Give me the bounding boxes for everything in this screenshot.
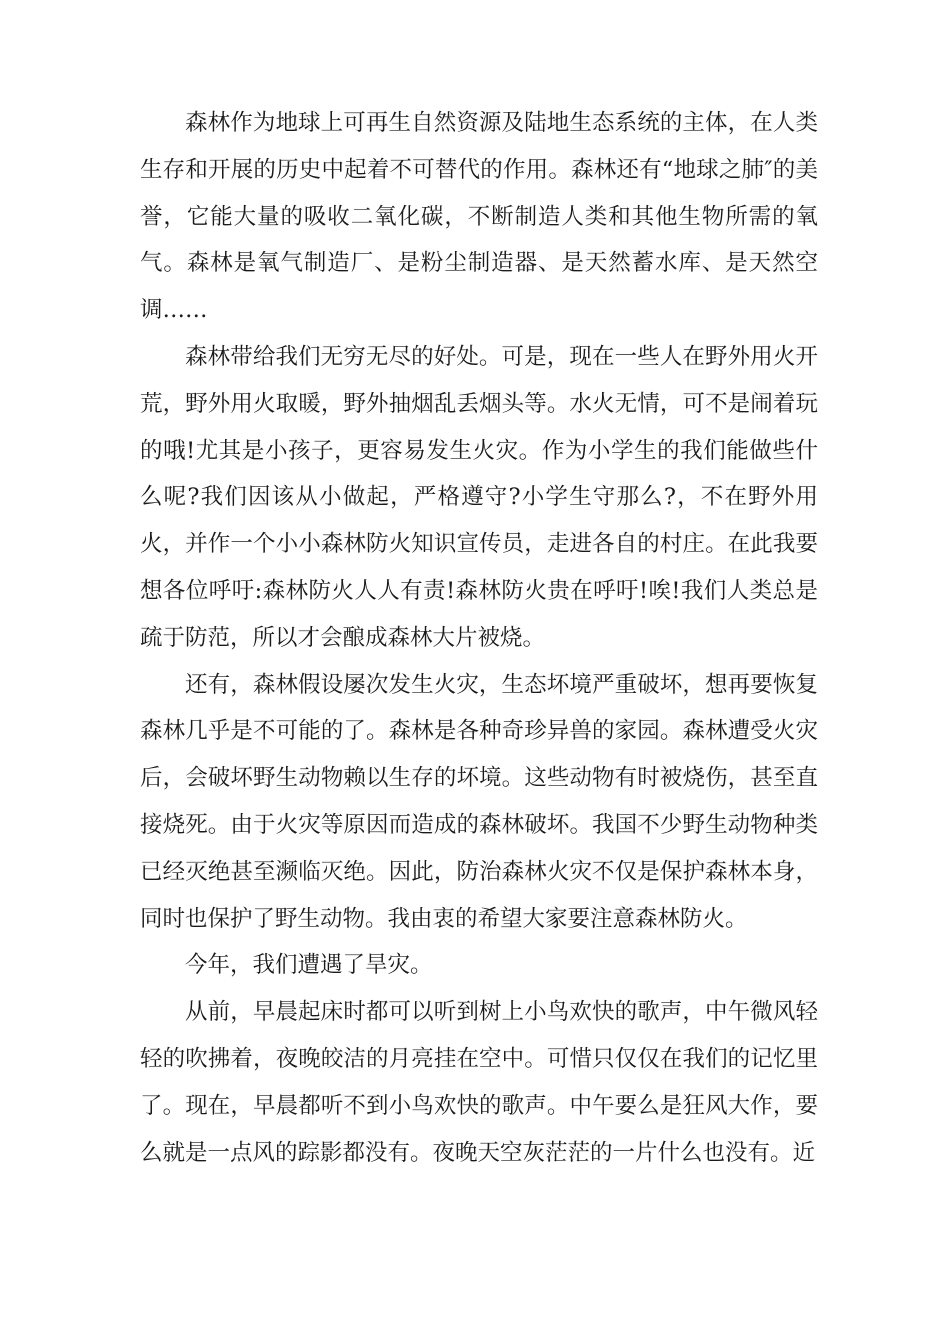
- paragraph-wildlife: 还有，森林假设屡次发生火灾，生态坏境严重破坏，想再要恢复森林几乎是不可能的了。森林是各种奇珍异兽的家园。森林遭受火灾后，会破坏野生动物赖以生存的坏境。这些动物有时被烧伤，甚至直接烧死。由于火灾等原因而造成的森林破坏。我国不少野生动物种类已经灭绝甚至濒临灭绝。因此，防治森林火灾不仅是保护森林本身，同时也保护了野生动物。我由衷的希望大家要注意森林防火。: [140, 671, 818, 932]
- document-body: [140, 100, 818, 1176]
- paragraph-fire-prevention: 森林带给我们无穷无尽的好处。可是，现在一些人在野外用火开荒，野外用火取暖，野外抽烟乱丢烟头等。水火无情，可不是闹着玩的哦!尤其是小孩子，更容易发生火灾。作为小学生的我们能做些什么呢?我们因该从小做起，严格遵守?小学生守那么?，不在野外用火，并作一个小小森林防火知识宣传员，走进各自的村庄。在此我要想各位呼吁:森林防火人人有责!森林防火贵在呼吁!唉!我们人类总是疏于防范，所以才会酿成森林大片被烧。: [140, 343, 818, 651]
- paragraph-drought: 今年，我们遭遇了旱灾。: [185, 952, 433, 979]
- paragraph-forest-intro: 森林作为地球上可再生自然资源及陆地生态系统的主体，在人类生存和开展的历史中起着不可替代的作用。森林还有“地球之肺″的美誉，它能大量的吸收二氧化碳，不断制造人类和其他生物所需的氧气。森林是氧气制造厂、是粉尘制造器、是天然蓄水库、是天然空调……: [140, 110, 818, 324]
- paragraph-memory: 从前，早晨起床时都可以听到树上小鸟欢快的歌声，中午微风轻轻的吹拂着，夜晚皎洁的月亮挂在空中。可惜只仅仅在我们的记忆里了。现在，早晨都听不到小鸟欢快的歌声。中午要么是狂风大作，要么就是一点风的踪影都没有。夜晚天空灰茫茫的一片什么也没有。近: [140, 999, 818, 1166]
